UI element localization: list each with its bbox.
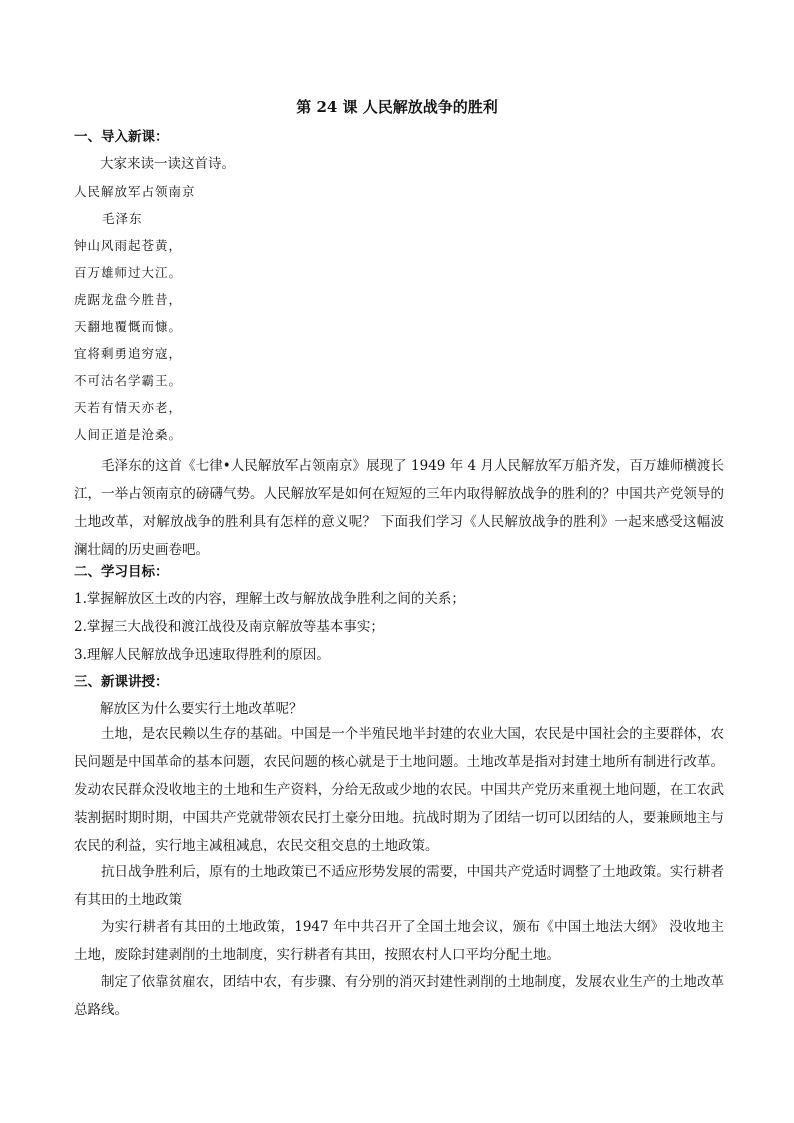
general-line-paragraph: 制定了依靠贫雇农，团结中农，有步骤、有分别的消灭封建性剥削的土地制度，发展农业生产的土地改革总路线。 <box>74 974 724 1018</box>
land-reform-paragraph: 土地，是农民赖以生存的基础。中国是一个半殖民地半封建的农业大国，农民是中国社会的主要群体，农民问题是中国革命的基本问题，农民问题的核心就是于土地问题。土地改革是指对封建土地所有制进行改革。发动农民群众没收地主的土地和生产资料，分给无敌或少地的农民。中国共产党历来重视土地问题，在工农武装割据时期时期，中国共产党就带领农民打土豪分田地。抗战时期为了团结一切可以团结的人，要兼顾地主与农民的利益，实行地主减租减息，农民交租交息的土地政策。 <box>74 726 724 854</box>
lesson-title: 第 24 课 人民解放战争的胜利 <box>296 98 498 116</box>
section-heading-lesson: 三、新课讲授： <box>74 674 169 690</box>
intro-sentence: 大家来读一读这首诗。 <box>100 156 235 172</box>
section-heading-goals: 二、学习目标： <box>74 564 169 580</box>
goal-item: 2.掌握三大战役和渡江战役及南京解放等基本事实； <box>74 619 384 635</box>
poem-line: 宜将剩勇追穷寇， <box>74 346 183 361</box>
poem-line: 天若有情天亦老， <box>74 400 183 415</box>
poem-line: 不可沽名学霸王。 <box>74 373 183 388</box>
poem-line: 虎踞龙盘今胜昔， <box>74 292 183 307</box>
poem-line: 天翻地覆慨而慷。 <box>74 319 183 334</box>
poem-title: 人民解放军占领南京 <box>74 184 196 199</box>
section-heading-intro: 一、导入新课： <box>74 129 169 145</box>
poem-line: 钟山风雨起苍黄， <box>74 238 183 253</box>
goal-item: 3.理解人民解放战争迅速取得胜利的原因。 <box>74 647 330 663</box>
poem-author: 毛泽东 <box>102 211 143 226</box>
lesson-question: 解放区为什么要实行土地改革呢？ <box>100 701 303 717</box>
poem-line: 人间正道是沧桑。 <box>74 427 183 442</box>
poem-line: 百万雄师过大江。 <box>74 265 183 280</box>
goal-item: 1.掌握解放区土改的内容，理解土改与解放战争胜利之间的关系； <box>74 591 465 607</box>
policy-change-paragraph: 抗日战争胜利后，原有的土地政策已不适应形势发展的需要，中国共产党适时调整了土地政策。实行耕者有其田的土地政策 <box>74 864 724 908</box>
land-law-paragraph: 为实行耕者有其田的土地政策，1947 年中共召开了全国土地会议，颁布《中国土地法大纲》 没收地主土地，废除封建剥削的土地制度，实行耕者有其田，按照农村人口平均分配土地。 <box>74 919 724 963</box>
intro-paragraph: 毛泽东的这首《七律•人民解放军占领南京》展现了 1949 年 4 月人民解放军万船齐发，百万雄师横渡长江，一举占领南京的磅礴气势。人民解放军是如何在短短的三年内取得解放战争的胜利的？中国共产党领导的土地改革，对解放战争的胜利具有怎样的意义呢？ 下面我们学习《人民解放战争的胜利》一起来感受这幅波澜壮阔的历史画卷吧。 <box>74 458 724 558</box>
